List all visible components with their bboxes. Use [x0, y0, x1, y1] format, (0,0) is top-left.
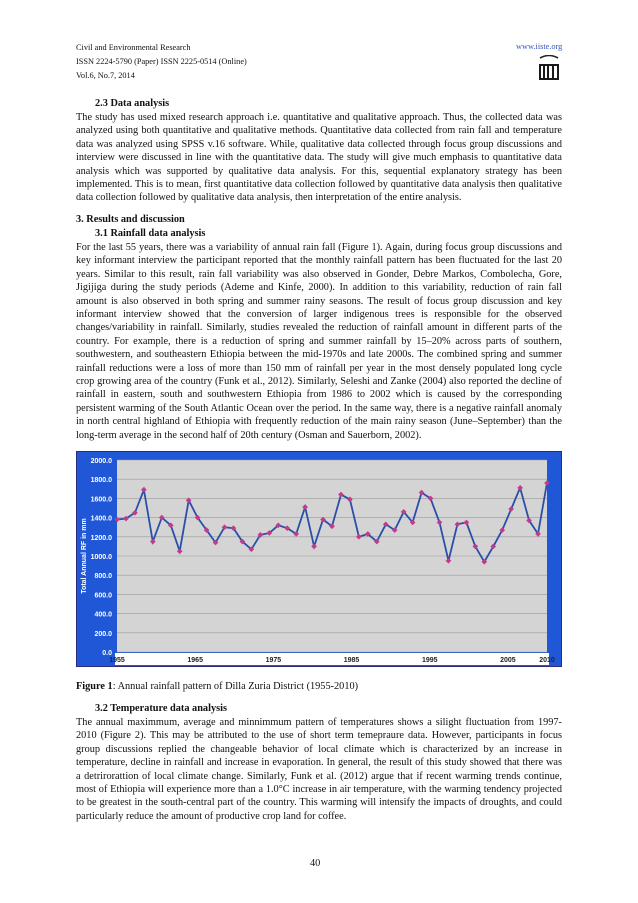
- figure-1-caption-text: : Annual rainfall pattern of Dilla Zuria District (1955-2010): [112, 681, 359, 692]
- x-tick-label: 2010: [539, 657, 555, 664]
- figure-1-caption: [76, 681, 358, 692]
- y-tick-label: 2000.0: [90, 458, 112, 465]
- y-tick-label: 200.0: [94, 630, 112, 638]
- section-3-1-body: For the last 55 years, there was a variability of annual rain fall (Figure 1). Again, during focus group discussions and key informant interview the participant reported that the monthly rainfall pattern has been fluctuated for the last 20 years. Similar to this result, rain fall variability was also observed in Gonder, Debre Markos, Combolecha, Gore, Jigijiga during the study periods (Ademe and Kinfe, 2000). In addition to this variability, reduction of rain fall amount is also observed in both spring and summer rainy seasons. The result of focus group discussion and key informant interview showed that the conversion of larger indigenous trees is responsible for the observed changes/variability in rainfall. Similarly, studies revealed the reduction of rainfall amount in different parts of the country. For example, there is a reduction of spring and summer rainfall by 15–20% across parts of southern, southwestern, and southeastern Ethiopia between the mid-1970s and late 2000s. The combined spring and summer rainfall reductions were a loss of more than 150 mm of rainfall per year in the most densely populated long cycle crop growing area of the country (Funk et al., 2012). Similarly, Seleshi and Zanke (2004) also reported the decline of rainfall in eastern, south and southwestern Ethiopia from 1986 to 2002 which is caused by the corresponding persistent warming of the South Atlantic Ocean over the period. In the same way, there is a negative rainfall anomaly in north central highland of Ethiopia with frequently reduction of the main rainy season (June–September) than the long-term average in the second half of 20th century (Osman and Sauerborn, 2002).: [76, 242, 562, 441]
- page-number: 40: [310, 858, 321, 869]
- y-tick-label: 0.0: [102, 650, 112, 657]
- x-tick-label: 1955: [109, 657, 125, 664]
- x-axis-strip: [115, 653, 549, 665]
- section-3-1-title: 3.1 Rainfall data analysis: [95, 228, 206, 239]
- x-tick-label: 1985: [343, 657, 360, 664]
- y-tick-label: 400.0: [94, 611, 112, 619]
- y-tick-label: 1400.0: [90, 515, 112, 523]
- y-tick-label: 1200.0: [90, 534, 112, 542]
- journal-url-link[interactable]: www.iiste.org: [516, 42, 563, 51]
- y-tick-label: 1800.0: [90, 477, 112, 485]
- journal-volume: Vol.6, No.7, 2014: [76, 71, 135, 80]
- section-2-3-body: The study has used mixed research approach i.e. quantitative and qualitative approach. Thus, the collected data was analyzed using both quantitative and qualitative methods. Quantitative data collected from rain fall and temperature data was analyzed using SPSS v.16 software. While, qualitative data collected through focus group discussions and interview were discussed in line with the quantitative data. The study will give much emphasis to quantitative data analysis which was supported by qualitative data analysis. For this, sequential explanatory strategy has been implemented. This is to mean, first quantitative data collection followed by quantitative data analysis then qualitative data collection followed by qualitative data analysis, then interpretation of the entire analysis.: [76, 112, 562, 204]
- y-tick-label: 1000.0: [90, 554, 112, 561]
- journal-name: Civil and Environmental Research: [76, 43, 191, 52]
- section-2-3-title: 2.3 Data analysis: [95, 98, 170, 109]
- y-tick-label: 600.0: [94, 592, 112, 600]
- figure-1-label: Figure 1: [76, 681, 113, 692]
- section-3-title: 3. Results and discussion: [76, 214, 185, 225]
- x-tick-label: 1965: [187, 657, 203, 664]
- section-3-2-title: 3.2 Temperature data analysis: [95, 703, 227, 714]
- rainfall-chart: [76, 451, 562, 667]
- y-axis-label: Total Annual RF in mm: [81, 518, 88, 594]
- section-3-2-body: The annual maximmum, average and minnimmum pattern of temperatures shows a silight fluctuation from 1997-2010 (Figure 2). This may be attributed to the use of short term temepraure data. However, participants in focus group discussions replied the changeable behavior of local climate which is characterized by an increase in temperature, decline in rainfall and increase in evaporation. In general, the result of this study showed that there was a detrirorattion of local climate change. Similarly, Funk et al. (2012) argue that if recent warming trends continue, most of Ethiopia will experience more than a 1.0°C increase in air temperature, with the warming tendency projected to be greatest in the south-central part of the country. This warming will intensify the impacts of droughts, and could particularly reduce the amount of productive crop land for coffee.: [76, 717, 562, 822]
- x-tick-label: 1975: [265, 657, 282, 664]
- y-tick-label: 800.0: [94, 573, 112, 581]
- journal-issn: ISSN 2224-5790 (Paper) ISSN 2225-0514 (Online): [76, 57, 247, 66]
- rainfall-line-chart: [77, 452, 561, 666]
- y-tick-label: 1600.0: [90, 496, 112, 504]
- iiste-logo-icon: [538, 55, 560, 81]
- x-tick-label: 1995: [421, 657, 438, 664]
- x-tick-label: 2005: [500, 657, 516, 664]
